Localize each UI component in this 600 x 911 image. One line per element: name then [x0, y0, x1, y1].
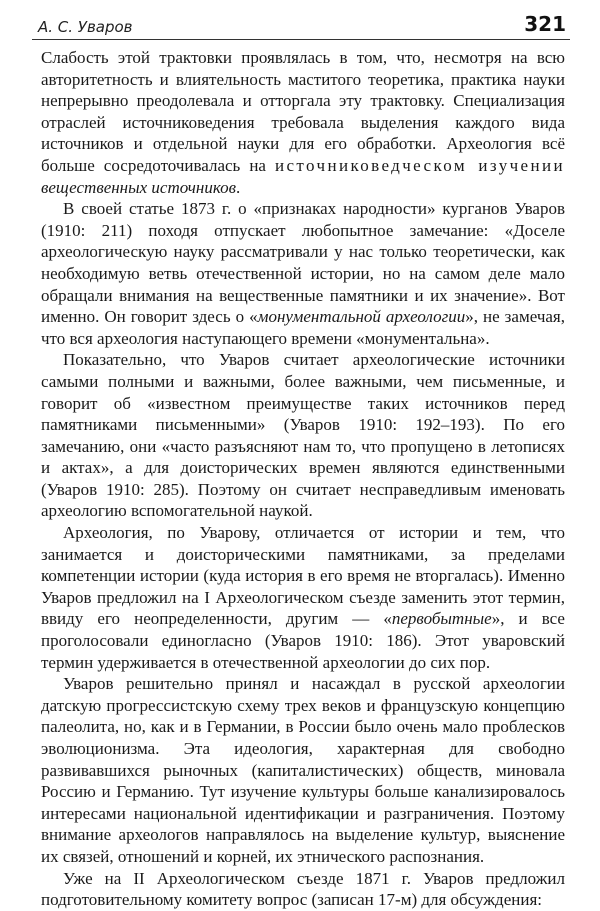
body-text: [41, 47, 565, 911]
paragraph-2: В своей статье 1873 г. о «признаках народности» курганов Уваров (1910: 211) походя отпускает любопытное замечание: «Доселе археологическую науку рассматривали у нас только теоретически, как необходимую ветвь отечественной истории, но на самом деле мало обращали внимания на вещественные памятники и их значение». Вот именно. Он говорит здесь о «монументальной археологии», не замечая, что вся археология наступающего времени «монументальна».: [41, 199, 565, 348]
paragraph-4: Археология, по Уварову, отличается от истории и тем, что занимается и доисторическими памятниками, за пределами компетенции истории (куда история в его время не вторгалась). Именно Уваров предложил на I Археологическом съезде заменить этот термин, ввиду его неопределенности, другим — «первобытные», и все проголосовали единогласно (Уваров 1910: 186). Этот уваровский термин удерживается в отечественной археологии до сих пор.: [41, 523, 565, 672]
spaced-emphasis: источниковедческом изучении: [274, 155, 565, 175]
italic-term: первобытные: [391, 609, 492, 629]
page-number: 321: [524, 12, 566, 36]
paragraph-5: Уваров решительно принял и насаждал в русской археологии датскую прогрессистскую схему трех веков и французскую концепцию палеолита, но, как и в Германии, в России было очень мало проблесков эволюционизма. Эта идеология, характерная для свободно развивавшихся рыночных (капиталистических) обществ, миновала Россию и Германию. Тут изучение культуры больше канализировалось интересами национальной идентификации и разграничения. Поэтому внимание археологов направлялось на выделение культур, выяснение их связей, отношений и корней, их этнического распознания.: [41, 674, 565, 866]
running-head-author: А. С. Уваров: [38, 18, 133, 36]
paragraph-6: Уже на II Археологическом съезде 1871 г. Уваров предложил подготовительному комитету вопрос (записан 17-м) для обсуждения:: [41, 868, 565, 910]
italic-term: вещественных источников: [41, 177, 237, 197]
paragraph-1: Слабость этой трактовки проявлялась в том, что, несмотря на всю авторитетность и влиятельность маститого теоретика, практика науки непрерывно преодолевала и отторгала эту трактовку. Специализация отраслей источниковедения требовала выделения каждого вида источников и отдельной науки для его обработки. Археология всё больше сосредоточивалась на источниковедческом изучении вещественных источников.: [41, 48, 565, 197]
paragraph-3: Показательно, что Уваров считает археологические источники самыми полными и важными, более важными, чем письменные, и говорит об «известном преимуществе таких источников перед памятниками письменными» (Уваров 1910: 192–193). По его замечанию, они «часто разъясняют нам то, что пропущено в летописях и актах», а для доисторических времен являются единственными (Уваров 1910: 285). Поэтому он считает несправедливым именовать археологию вспомогательной наукой.: [41, 350, 565, 521]
italic-term: монументальной археологии: [257, 307, 466, 327]
running-header: [38, 12, 566, 40]
header-rule: [32, 39, 570, 40]
